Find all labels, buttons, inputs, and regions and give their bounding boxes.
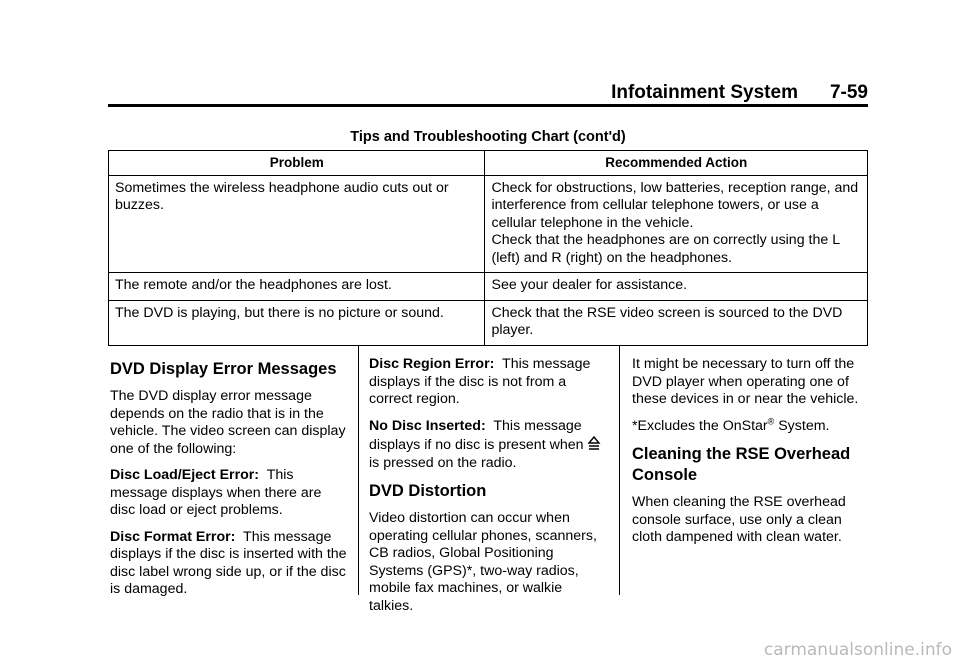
- paragraph: When cleaning the RSE overhead console surface, use only a clean cloth dampened with clean water.: [632, 494, 846, 545]
- problem-cell: The remote and/or the headphones are lost.: [109, 273, 485, 301]
- table-header-row: [109, 151, 868, 176]
- footnote: [632, 415, 868, 436]
- section-heading: Cleaning the RSE Overhead Console: [632, 445, 851, 484]
- term-text: is pressed on the radio.: [369, 454, 517, 471]
- term-text: This message displays when there are disc load or eject problems.: [110, 467, 322, 518]
- section-heading: DVD Display Error Messages: [110, 360, 337, 378]
- text-column-2: [369, 356, 609, 624]
- term-text: This message displays if the disc is not from a correct region.: [369, 356, 591, 407]
- action-text: Check that the headphones are on correctly using the L (left) and R (right) on the headphones.: [491, 232, 840, 266]
- problem-cell: Sometimes the wireless headphone audio cuts out or buzzes.: [109, 175, 485, 273]
- column-divider: [358, 345, 359, 595]
- paragraph: [110, 529, 350, 599]
- problem-cell: The DVD is playing, but there is no picture or sound.: [109, 300, 485, 345]
- page-number: 7-59: [829, 82, 868, 103]
- registered-mark: ®: [767, 415, 775, 426]
- text-column-3: [632, 356, 868, 556]
- paragraph: It might be necessary to turn off the DVD player when operating one of these devices in or near the vehicle.: [632, 356, 859, 407]
- troubleshooting-table: [108, 150, 868, 346]
- table-title: Tips and Troubleshooting Chart (cont'd): [350, 129, 626, 145]
- term-label: Disc Load/Eject Error:: [110, 467, 260, 483]
- paragraph: Video distortion can occur when operating cellular phones, scanners, CB radios, Global Positioning Systems (GPS)*, two-way radios, mobile fax machines, or walkie talkies.: [369, 510, 597, 614]
- term-label: Disc Region Error:: [369, 356, 495, 372]
- watermark: carmanualsonline.info: [763, 640, 952, 660]
- term-label: No Disc Inserted:: [369, 417, 486, 434]
- header-rule: [108, 104, 868, 107]
- action-text: Check for obstructions, low batteries, reception range, and interference from cellular telephone towers, or use a cellular telephone in the vehicle.: [491, 179, 859, 231]
- table-row: [109, 300, 868, 345]
- table-row: [109, 175, 868, 273]
- term-label: Disc Format Error:: [110, 528, 236, 545]
- action-cell: Check that the RSE video screen is sourced to the DVD player.: [485, 300, 868, 345]
- text-column-1: [110, 356, 350, 608]
- footnote-text: System.: [774, 417, 830, 434]
- eject-icon: [587, 435, 601, 451]
- section-heading: DVD Distortion: [369, 482, 487, 500]
- action-cell: [485, 175, 868, 273]
- page-header: [108, 82, 868, 104]
- paragraph: [110, 467, 350, 520]
- paragraph: [369, 418, 609, 473]
- table-row: [109, 273, 868, 301]
- term-text: This message displays if the disc is inserted with the disc label wrong side up, or if the disc is damaged.: [110, 528, 347, 597]
- column-header-problem: Problem: [109, 151, 485, 176]
- term-text: This message displays if no disc is present when: [369, 417, 584, 453]
- section-title: Infotainment System: [611, 82, 798, 103]
- column-header-action: Recommended Action: [485, 151, 868, 176]
- paragraph: The DVD display error message depends on the radio that is in the vehicle. The video screen can display one of the following:: [110, 388, 346, 457]
- footnote-text: *Excludes the OnStar: [632, 417, 768, 434]
- action-cell: See your dealer for assistance.: [485, 273, 868, 301]
- paragraph: [369, 356, 609, 409]
- column-divider: [619, 345, 620, 595]
